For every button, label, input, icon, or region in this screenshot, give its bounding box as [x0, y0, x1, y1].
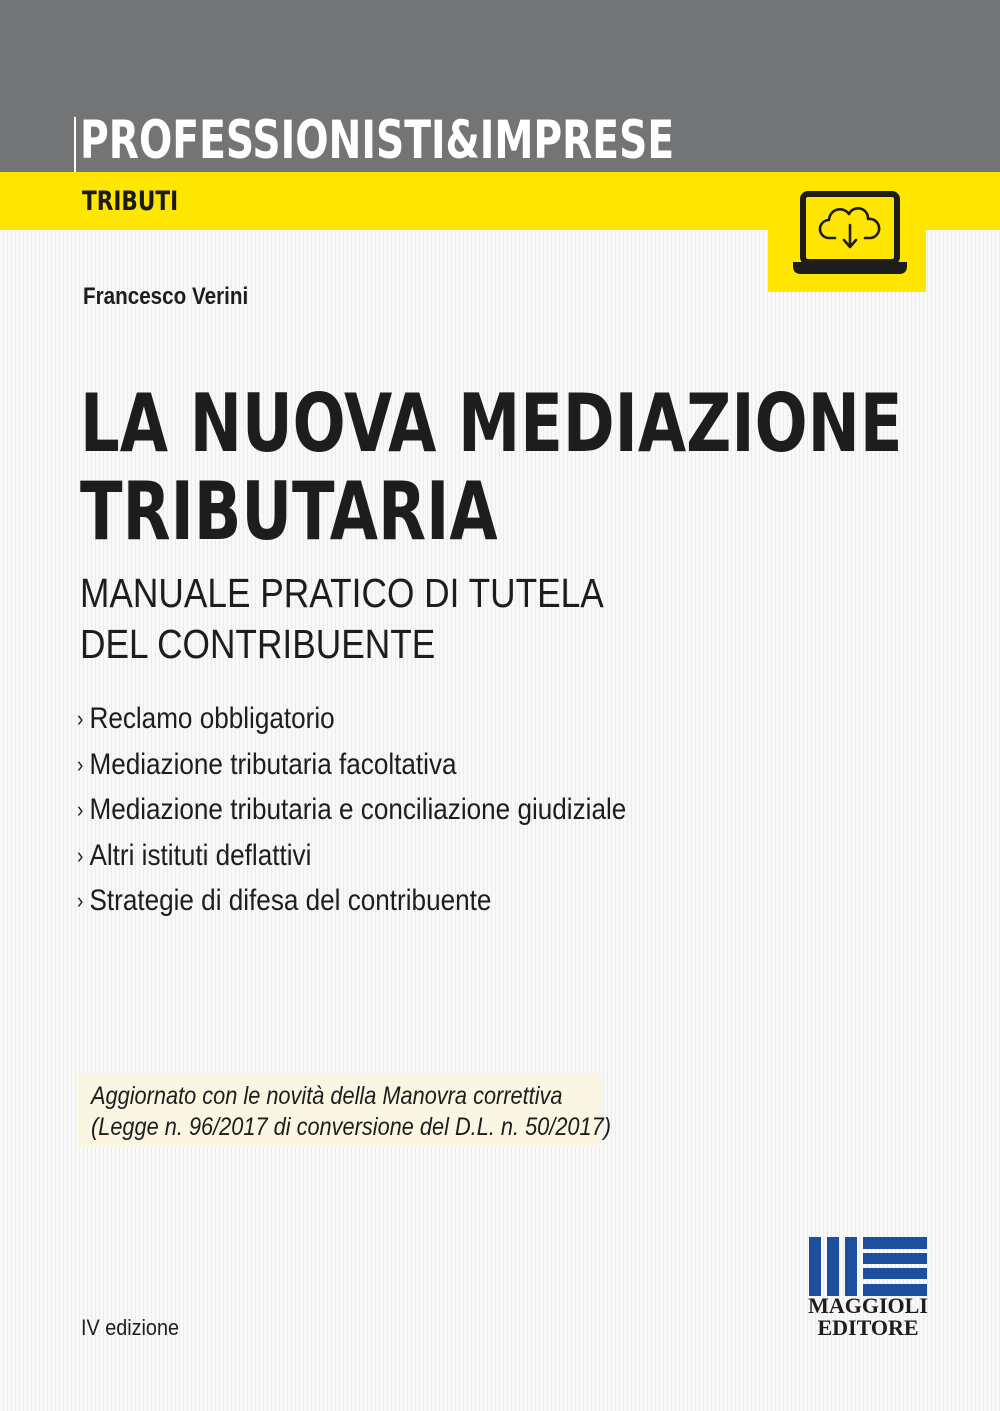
chevron-right-icon: ›: [77, 888, 84, 913]
topic-list: [77, 697, 626, 925]
book-subtitle-line: DEL CONTRIBUENTE: [80, 621, 436, 667]
book-title-line: TRIBUTARIA: [80, 465, 498, 558]
topic-label: Mediazione tributaria e conciliazione giudiziale: [89, 793, 627, 826]
chevron-right-icon: ›: [77, 842, 84, 868]
series-category: TRIBUTI: [82, 186, 179, 217]
publisher-name-line: MAGGIOLI: [808, 1293, 928, 1318]
topic-item: [77, 788, 626, 834]
update-note-line: (Legge n. 96/2017 di conversione del D.L. n. 50/2017): [91, 1113, 611, 1141]
book-title-line: LA NUOVA MEDIAZIONE: [80, 377, 903, 470]
topic-label: Strategie di difesa del contribuente: [89, 884, 492, 917]
chevron-right-icon: ›: [77, 797, 84, 822]
edition-label: IV edizione: [81, 1315, 179, 1340]
chevron-right-icon: ›: [77, 706, 84, 731]
publisher-name-line: EDITORE: [817, 1315, 919, 1340]
book-title: [80, 377, 903, 558]
publisher-name: [806, 1295, 930, 1339]
laptop-cloud-download-icon: [791, 190, 909, 276]
author-name: Francesco Verini: [83, 283, 249, 310]
series-title: PROFESSIONISTI&IMPRESE: [80, 110, 675, 171]
update-note: [91, 1081, 611, 1143]
book-subtitle-line: MANUALE PRATICO DI TUTELA: [80, 570, 604, 616]
maggioli-logo-icon: [809, 1237, 927, 1296]
topic-label: Reclamo obbligatorio: [89, 702, 335, 735]
topic-label: Mediazione tributaria facoltativa: [89, 747, 457, 781]
update-note-line: Aggiornato con le novità della Manovra correttiva: [91, 1082, 563, 1110]
book-subtitle: [80, 568, 604, 670]
topic-item: [77, 743, 626, 789]
topic-item: [77, 697, 626, 743]
topic-item: [77, 834, 626, 880]
topic-item: [77, 879, 626, 925]
chevron-right-icon: ›: [77, 751, 84, 777]
topic-label: Altri istituti deflattivi: [89, 838, 312, 872]
